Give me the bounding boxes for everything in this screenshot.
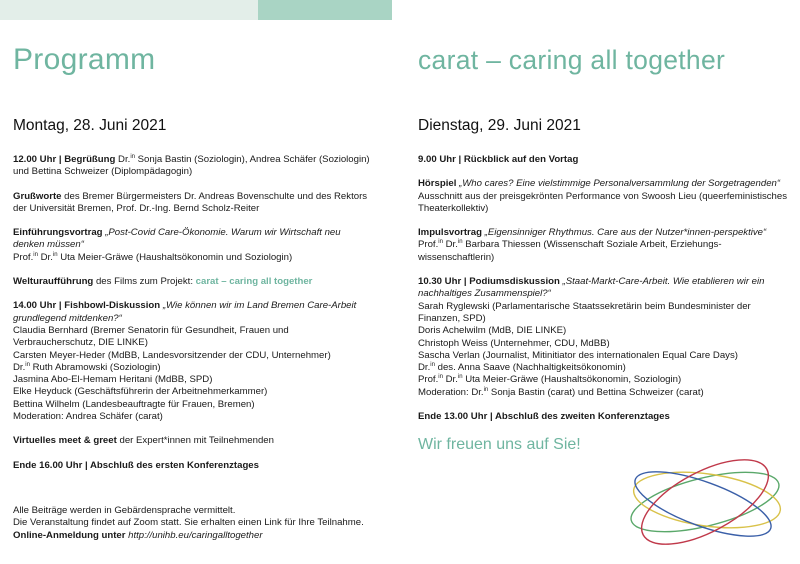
footer-note: Alle Beiträge werden in Gebärdensprache vermittelt. Die Veranstaltung findet auf Zoom statt. Sie erhalten einen Link für Ihre Teilnahme. Online-Anmeldung unter http://unihb.eu/caringalltogether: [13, 505, 364, 541]
participant: Prof.$^{in}$ Dr.$^{in}$ Uta Meier-Gräwe (Haushaltsökonomin, Soziologin): [418, 374, 682, 386]
participant: Sarah Ryglewski (Parlamentarische Staatssekretärin beim Bundesminister der Finanzen, SPD): [418, 300, 751, 324]
top-accent-bar-light: [0, 0, 258, 20]
program-item-review: 9.00 Uhr | Rückblick auf den Vortag: [418, 154, 579, 165]
carat-rings-logo-icon: [625, 452, 785, 552]
moderation: Moderation: Dr.$^{in}$ Sonja Bastin (carat) und Bettina Schweizer (carat): [418, 386, 704, 398]
participant: Dr.$^{in}$ des. Anna Saave (Nachhaltigkeitsökonomin): [418, 361, 626, 374]
program-item-end-day1: Ende 16.00 Uhr | Abschluß des ersten Konferenztages: [13, 459, 259, 471]
page-title-carat: carat – caring all together: [418, 45, 726, 75]
program-item-panel: 10.30 Uhr | Podiumsdiskussion „Staat-Markt-Care-Arbeit. Wie etablieren wir ein nachhaltiges Zusammenspiel?“ Sarah Ryglewski (Parlamentarische Staatssekretärin beim Bundesminister der Finanzen, SPD) Doris Achelwilm (MdB, DIE LINKE) Christoph Weiss (Unternehmer, CDU, MdBB) Sascha Verlan (Journalist, Mitinitiator des internationalen Equal Care Days) Dr.$^{in}$ des. Anna Saave (Nachhaltigkeitsökonomin) Prof.$^{in}$ Dr.$^{in}$ Uta Meier-Gräwe (Haushaltsökonomin, Soziologin) Moderation: Dr.$^{in}$ Sonja Bastin (carat) und Bettina Schweizer (carat): [418, 276, 788, 399]
date-tuesday: Dienstag, 29. Juni 2021: [418, 117, 581, 134]
right-page: [418, 42, 788, 455]
program-item-fishbowl: 14.00 Uhr | Fishbowl-Diskussion „Wie können wir im Land Bremen Care-Arbeit grundlegend mitdenken?“ Claudia Bernhard (Bremer Senatorin für Gesundheit, Frauen und Verbraucherschutz, DIE LINKE) Carsten Meyer-Heder (MdBB, Landesvorsitzender der CDU, Unternehmer) Dr.$^{in}$ Ruth Abramowski (Soziologin) Jasmina Abo-El-Hemam Heritani (MdBB, SPD) Elke Heyduck (Geschäftsführerin der Arbeitnehmerkammer) Bettina Wilhelm (Landesbeauftragte für Frauen, Bremen) Moderation: Andrea Schäfer (carat): [13, 300, 373, 423]
program-item-film-premiere: Welturaufführung des Films zum Projekt: carat – caring all together: [13, 276, 313, 288]
participant: Christoph Weiss (Unternehmer, CDU, MdBB): [418, 337, 610, 349]
program-item-meet-greet: Virtuelles meet & greet der Expert*innen mit Teilnehmenden: [13, 435, 274, 447]
participant: Jasmina Abo-El-Hemam Heritani (MdBB, SPD): [13, 374, 213, 386]
participant: Bettina Wilhelm (Landesbeauftragte für Frauen, Bremen): [13, 398, 255, 410]
program-item-keynote: Einführungsvortrag „Post-Covid Care-Ökonomie. Warum wir Wirtschaft neu denken müssen“ Prof.$^{in}$ Dr.$^{in}$ Uta Meier-Gräwe (Haushaltsökonomin und Soziologin): [13, 227, 341, 263]
program-item-welcome: 12.00 Uhr | Begrüßung Dr.$^{in}$ Sonja Bastin (Soziologin), Andrea Schäfer (Soziologin) und Bettina Schweizer (Diplompädagogin): [13, 153, 370, 178]
participant: Elke Heyduck (Geschäftsführerin der Arbeitnehmerkammer): [13, 386, 268, 398]
logo-ring-yellow: [630, 464, 784, 536]
participant: Dr.$^{in}$ Ruth Abramowski (Soziologin): [13, 361, 161, 373]
participant: Claudia Bernhard (Bremer Senatorin für Gesundheit, Frauen und Verbraucherschutz, DIE LINKE): [13, 324, 289, 349]
closing-greeting: Wir freuen uns auf Sie!: [418, 436, 581, 454]
left-page: [13, 42, 373, 484]
moderation: Moderation: Andrea Schäfer (carat): [13, 411, 163, 423]
participant: Sascha Verlan (Journalist, Mitinitiator des internationalen Equal Care Days): [418, 349, 738, 361]
date-monday: Montag, 28. Juni 2021: [13, 117, 167, 134]
program-item-greetings: Grußworte des Bremer Bürgermeisters Dr. Andreas Bovenschulte und des Rektors der Universität Bremen, Prof. Dr.-Ing. Bernd Scholz-Reiter: [13, 190, 368, 214]
page-title-programm: Programm: [13, 43, 156, 76]
program-item-impulse-talk: Impulsvortrag „Eigensinniger Rhythmus. Care aus der Nutzer*innen-perspektive“ Prof.$^{in}$ Dr.$^{in}$ Barbara Thiessen (Wissenschaft Soziale Arbeit, Erziehungs-wissenschaftlerin): [418, 227, 767, 263]
program-item-end-day2: Ende 13.00 Uhr | Abschluß des zweiten Konferenztages: [418, 411, 670, 423]
participant: Doris Achelwilm (MdB, DIE LINKE): [418, 325, 567, 337]
registration-link[interactable]: http://unihb.eu/caringalltogether: [125, 529, 263, 541]
top-accent-bar-dark: [258, 0, 392, 20]
participant: Carsten Meyer-Heder (MdBB, Landesvorsitzender der CDU, Unternehmer): [13, 349, 331, 361]
program-item-radio-play: Hörspiel „Who cares? Eine vielstimmige Personalversammlung der Sorgetragenden“ Ausschnitt aus der preisgekrönten Performance von Swoosh Lieu (queerfeministisches Theaterkollektiv): [418, 178, 788, 214]
